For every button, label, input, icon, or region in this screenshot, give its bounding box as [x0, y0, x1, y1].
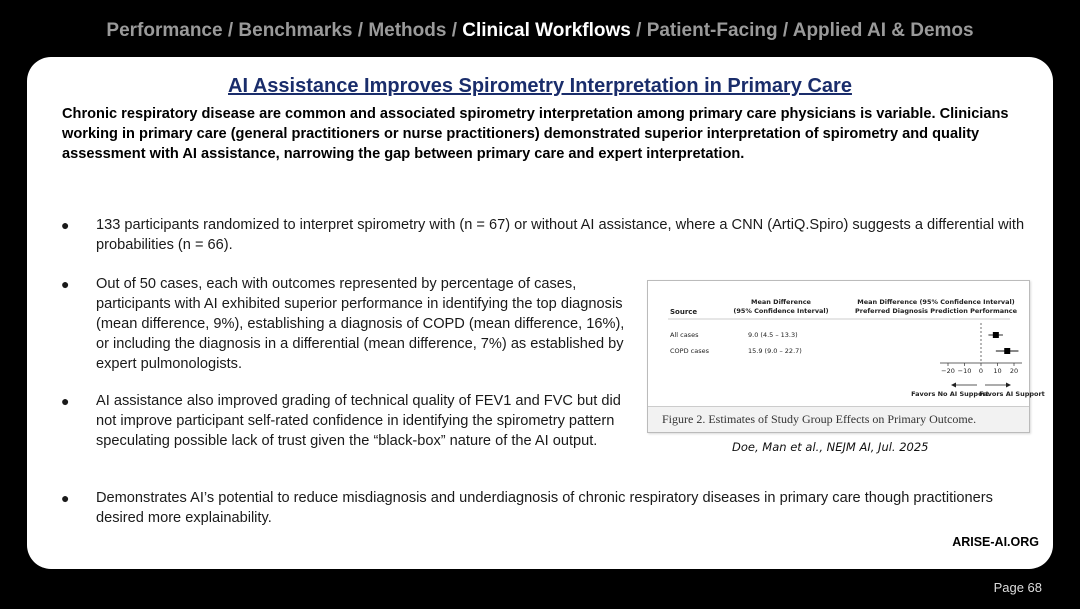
- figure-caption: Figure 2. Estimates of Study Group Effects on Primary Outcome.: [662, 412, 977, 426]
- forest-rows: [670, 331, 1018, 355]
- header-source: Source: [670, 308, 698, 316]
- breadcrumb-item[interactable]: Methods: [368, 20, 447, 41]
- breadcrumb-item[interactable]: Patient-Facing: [646, 20, 778, 41]
- breadcrumb: [0, 20, 1080, 42]
- slide-title: AI Assistance Improves Spirometry Interpretation in Primary Care: [228, 75, 852, 97]
- figure-caption-box: [648, 406, 1029, 432]
- row-label: COPD cases: [670, 347, 709, 355]
- row-ci-text: 15.9 (9.0 – 22.7): [748, 347, 802, 355]
- favor-arrows: [951, 383, 1011, 388]
- intro-paragraph: Chronic respiratory disease are common and associated spirometry interpretation among primary care physicians is variable. Clinicians working in primary care (general practitioners or nurse practitioners) demonstrated superior interpretation of spirometry and quality assessment with AI assistance, narrowing the gap between primary care and expert interpretation.: [62, 106, 1009, 162]
- bullet-dot-icon: ●: [61, 217, 70, 233]
- forest-plot-chart: [648, 281, 1045, 407]
- header-mean-diff-2: (95% Confidence Interval): [733, 307, 829, 315]
- breadcrumb-separator: /: [777, 20, 793, 41]
- header-plot-1: Mean Difference (95% Confidence Interval): [857, 298, 1015, 306]
- x-tick-label: 0: [978, 367, 984, 375]
- citation: Doe, Man et al., NEJM AI, Jul. 2025: [732, 440, 929, 454]
- x-tick-label: −10: [957, 367, 972, 375]
- breadcrumb-separator: /: [352, 20, 369, 41]
- breadcrumb-separator: /: [446, 20, 463, 41]
- breadcrumb-item[interactable]: Clinical Workflows: [462, 20, 631, 41]
- row-ci-text: 9.0 (4.5 – 13.3): [748, 331, 798, 339]
- bullet-text: 133 participants randomized to interpret spirometry with (n = 67) or without AI assistance, where a CNN (ArtiQ.Spiro) suggests a differential with probabilities (n = 66).: [96, 217, 1025, 253]
- bullet-dot-icon: ●: [61, 276, 70, 292]
- header-mean-diff-1: Mean Difference: [751, 298, 811, 306]
- brand-label: ARISE-AI.ORG: [952, 535, 1039, 549]
- header-plot-2: Preferred Diagnosis Prediction Performance: [854, 307, 1018, 315]
- x-tick-label: 10: [993, 367, 1002, 375]
- bullet-text: AI assistance also improved grading of technical quality of FEV1 and FVC but did not improve participant self-rated confidence in identifying the spirometry pattern speculating possible lack of trust given the “black-box” nature of the AI output.: [96, 393, 621, 449]
- forest-plot-figure: [647, 280, 1045, 433]
- point-estimate-marker: [993, 332, 999, 338]
- breadcrumb-separator: /: [630, 20, 647, 41]
- x-axis-ticks: [941, 363, 1018, 375]
- point-estimate-marker: [1004, 348, 1010, 354]
- right-arrow-head-icon: [1006, 383, 1011, 388]
- x-tick-label: 20: [1009, 367, 1019, 375]
- page-number: Page 68: [993, 580, 1042, 595]
- breadcrumb-item[interactable]: Performance: [106, 20, 223, 41]
- slide-card: [27, 57, 1053, 569]
- x-tick-label: −20: [941, 367, 955, 375]
- favors-no-ai-label: Favors No AI Support: [911, 390, 989, 398]
- breadcrumb-item[interactable]: Applied AI & Demos: [792, 20, 974, 41]
- row-label: All cases: [670, 331, 699, 339]
- breadcrumb-item[interactable]: Benchmarks: [238, 20, 353, 41]
- bullet-dot-icon: ●: [61, 393, 70, 409]
- breadcrumb-separator: /: [222, 20, 239, 41]
- bullet-text: Demonstrates AI’s potential to reduce misdiagnosis and underdiagnosis of chronic respiratory diseases in primary care though practitioners desired more explainability.: [96, 490, 993, 526]
- bullet-dot-icon: ●: [61, 490, 70, 506]
- left-arrow-head-icon: [951, 383, 956, 388]
- favors-ai-label: Favors AI Support: [979, 390, 1045, 398]
- bullet-text: Out of 50 cases, each with outcomes represented by percentage of cases, participants with AI exhibited superior performance in identifying the top diagnosis (mean difference, 9%), establishing a diagnosis of COPD (mean difference, 16%), or including the diagnosis in a differential (mean difference, 7%) as established by expert pulmonologists.: [96, 276, 625, 372]
